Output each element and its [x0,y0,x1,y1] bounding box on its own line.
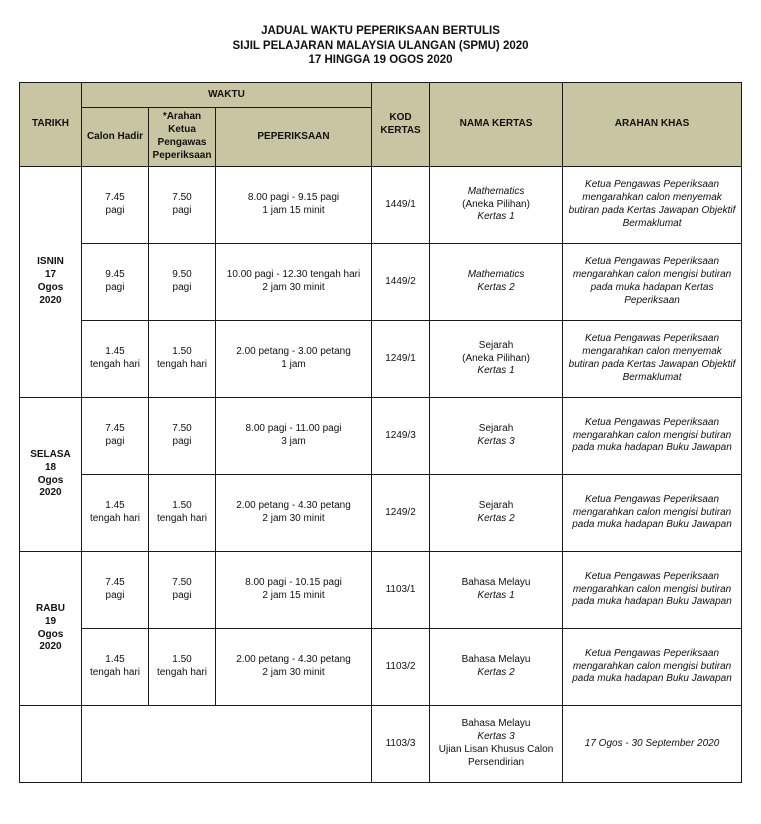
date-month: Ogos [37,474,64,486]
exam-duration: 2 jam 15 minit [262,590,325,601]
arahan-khas-cell: Ketua Pengawas Peperiksaan mengarahkan calon mengisi butiran pada muka hadapan Kertas Peperiksaan [563,244,742,321]
nama-kertas-cell [430,706,563,783]
table-row [20,706,742,783]
calon-period: tengah hari [89,513,141,524]
exam-duration: 2 jam 30 minit [262,282,325,293]
calon-period: pagi [105,590,125,601]
date-cell-empty [20,706,82,783]
ketua-time: 7.50 [172,577,192,589]
document-title [0,24,761,68]
subject-note: Ujian Lisan Khusus Calon Persendirian [438,744,554,768]
table-row [20,321,742,398]
waktu-cell-empty [82,706,372,783]
paper-number: Kertas 2 [477,667,515,678]
paper-number: Kertas 2 [477,513,515,524]
arahan-khas-cell: 17 Ogos - 30 September 2020 [563,706,742,783]
exam-time-range: 2.00 petang - 3.00 petang [236,346,351,358]
arahan-ketua-cell [149,244,216,321]
header-tarikh: TARIKH [20,83,82,167]
exam-schedule-table [19,82,742,783]
date-num: 19 [44,615,57,627]
paper-number: Kertas 1 [477,211,515,223]
date-num: 17 [44,269,57,281]
header-calon-hadir: Calon Hadir [82,108,149,167]
date-month: Ogos [37,628,64,640]
arahan-khas-cell: Ketua Pengawas Peperiksaan mengarahkan calon mengisi butiran pada muka hadapan Buku Jawapan [563,552,742,629]
kod-kertas-cell: 1449/2 [372,244,430,321]
exam-time-range: 8.00 pagi - 9.15 pagi [247,192,340,204]
subject-type: (Aneka Pilihan) [462,352,530,364]
exam-duration: 2 jam 30 minit [262,513,325,524]
calon-time: 1.45 [105,346,125,358]
table-row [20,629,742,706]
arahan-ketua-cell [149,321,216,398]
subject-type: (Aneka Pilihan) [462,198,530,210]
exam-duration: 2 jam 30 minit [262,667,325,678]
ketua-period: pagi [172,436,192,447]
table-row [20,475,742,552]
ketua-time: 9.50 [172,269,192,281]
ketua-time: 7.50 [172,192,192,204]
peperiksaan-cell [216,167,372,244]
subject-name: Bahasa Melayu [461,654,531,666]
kod-kertas-cell: 1103/3 [372,706,430,783]
peperiksaan-cell [216,629,372,706]
calon-period: pagi [105,282,125,293]
ketua-period: pagi [172,590,192,601]
table-row [20,398,742,475]
subject-name: Bahasa Melayu [461,718,531,730]
date-day: ISNIN [37,256,64,268]
title-line-1: JADUAL WAKTU PEPERIKSAAN BERTULIS [261,25,500,37]
date-cell-isnin [20,167,82,398]
exam-time-range: 8.00 pagi - 11.00 pagi [245,423,342,435]
calon-hadir-cell [82,629,149,706]
subject-name: Mathematics [467,185,525,197]
title-line-3: 17 HINGGA 19 OGOS 2020 [308,54,453,66]
header-peperiksaan: PEPERIKSAAN [216,108,372,167]
peperiksaan-cell [216,398,372,475]
date-day: SELASA [30,448,71,460]
date-year: 2020 [39,294,62,306]
ketua-period: pagi [172,205,192,216]
exam-duration: 1 jam 15 minit [262,205,325,216]
arahan-khas-cell: Ketua Pengawas Peperiksaan mengarahkan calon mengisi butiran pada muka hadapan Buku Jawapan [563,629,742,706]
nama-kertas-cell [430,552,563,629]
peperiksaan-cell [216,244,372,321]
exam-duration: 3 jam [281,436,306,447]
calon-hadir-cell [82,552,149,629]
paper-number: Kertas 2 [477,282,515,293]
ketua-period: tengah hari [156,513,208,524]
arahan-ketua-cell [149,629,216,706]
ketua-time: 1.50 [172,346,192,358]
calon-period: tengah hari [89,667,141,678]
date-year: 2020 [39,641,62,653]
exam-time-range: 8.00 pagi - 10.15 pagi [245,577,342,589]
table-row [20,244,742,321]
calon-period: pagi [105,205,125,216]
nama-kertas-cell [430,244,563,321]
peperiksaan-cell [216,321,372,398]
header-arahan-khas: ARAHAN KHAS [563,83,742,167]
calon-period: tengah hari [89,359,141,370]
header-nama-kertas: NAMA KERTAS [430,83,563,167]
header-kod-line-1: KOD [389,111,412,123]
nama-kertas-cell [430,629,563,706]
ketua-period: tengah hari [156,359,208,370]
arahan-khas-cell: Ketua Pengawas Peperiksaan mengarahkan calon menyemak butiran pada Kertas Jawapan Objektif Bermaklumat [563,167,742,244]
nama-kertas-cell [430,321,563,398]
date-cell-selasa [20,398,82,552]
subject-name: Mathematics [467,269,525,281]
ketua-time: 1.50 [172,654,192,666]
calon-time: 7.45 [105,192,125,204]
paper-number: Kertas 3 [477,731,515,743]
calon-period: pagi [105,436,125,447]
ketua-time: 7.50 [172,423,192,435]
ketua-period: tengah hari [156,667,208,678]
exam-time-range: 2.00 petang - 4.30 petang [236,654,351,666]
calon-hadir-cell [82,475,149,552]
date-month: Ogos [37,282,64,293]
exam-time-range: 10.00 pagi - 12.30 tengah hari [226,269,361,281]
calon-hadir-cell [82,244,149,321]
ketua-time: 1.50 [172,500,192,512]
kod-kertas-cell: 1103/2 [372,629,430,706]
calon-hadir-cell [82,321,149,398]
kod-kertas-cell: 1249/3 [372,398,430,475]
arahan-khas-cell: Ketua Pengawas Peperiksaan mengarahkan calon mengisi butiran pada muka hadapan Buku Jawapan [563,398,742,475]
nama-kertas-cell [430,167,563,244]
kod-kertas-cell: 1449/1 [372,167,430,244]
kod-kertas-cell: 1249/2 [372,475,430,552]
arahan-khas-cell: Ketua Pengawas Peperiksaan mengarahkan calon menyemak butiran pada Kertas Jawapan Objektif Bermaklumat [563,321,742,398]
date-year: 2020 [39,487,62,499]
calon-hadir-cell [82,167,149,244]
date-num: 18 [44,461,57,473]
header-kod-line-2: KERTAS [380,124,421,136]
subject-name: Sejarah [478,500,514,512]
calon-time: 7.45 [105,423,125,435]
paper-number: Kertas 1 [477,365,515,377]
header-waktu: WAKTU [82,83,372,108]
nama-kertas-cell [430,398,563,475]
ketua-period: pagi [172,282,192,293]
arahan-khas-cell: Ketua Pengawas Peperiksaan mengarahkan calon mengisi butiran pada muka hadapan Buku Jawapan [563,475,742,552]
date-day: RABU [36,602,65,614]
calon-hadir-cell [82,398,149,475]
exam-time-range: 2.00 petang - 4.30 petang [236,500,351,512]
arahan-ketua-cell [149,552,216,629]
peperiksaan-cell [216,475,372,552]
arahan-ketua-cell [149,167,216,244]
subject-name: Bahasa Melayu [461,577,531,589]
header-arahan-ketua: *Arahan Ketua Pengawas Peperiksaan [149,108,216,167]
title-line-2: SIJIL PELAJARAN MALAYSIA ULANGAN (SPMU) 2020 [232,39,529,52]
calon-time: 9.45 [105,269,125,281]
nama-kertas-cell [430,475,563,552]
subject-name: Sejarah [478,339,514,351]
peperiksaan-cell [216,552,372,629]
exam-duration: 1 jam [281,359,306,370]
table-row [20,167,742,244]
calon-time: 1.45 [105,500,125,512]
kod-kertas-cell: 1249/1 [372,321,430,398]
header-row-1 [20,83,742,108]
kod-kertas-cell: 1103/1 [372,552,430,629]
paper-number: Kertas 1 [477,590,515,601]
subject-name: Sejarah [478,423,514,435]
arahan-ketua-cell [149,475,216,552]
arahan-ketua-cell [149,398,216,475]
header-kod-kertas [372,83,430,167]
date-cell-rabu [20,552,82,706]
calon-time: 1.45 [105,654,125,666]
table-row [20,552,742,629]
calon-time: 7.45 [105,577,125,589]
paper-number: Kertas 3 [477,436,515,447]
